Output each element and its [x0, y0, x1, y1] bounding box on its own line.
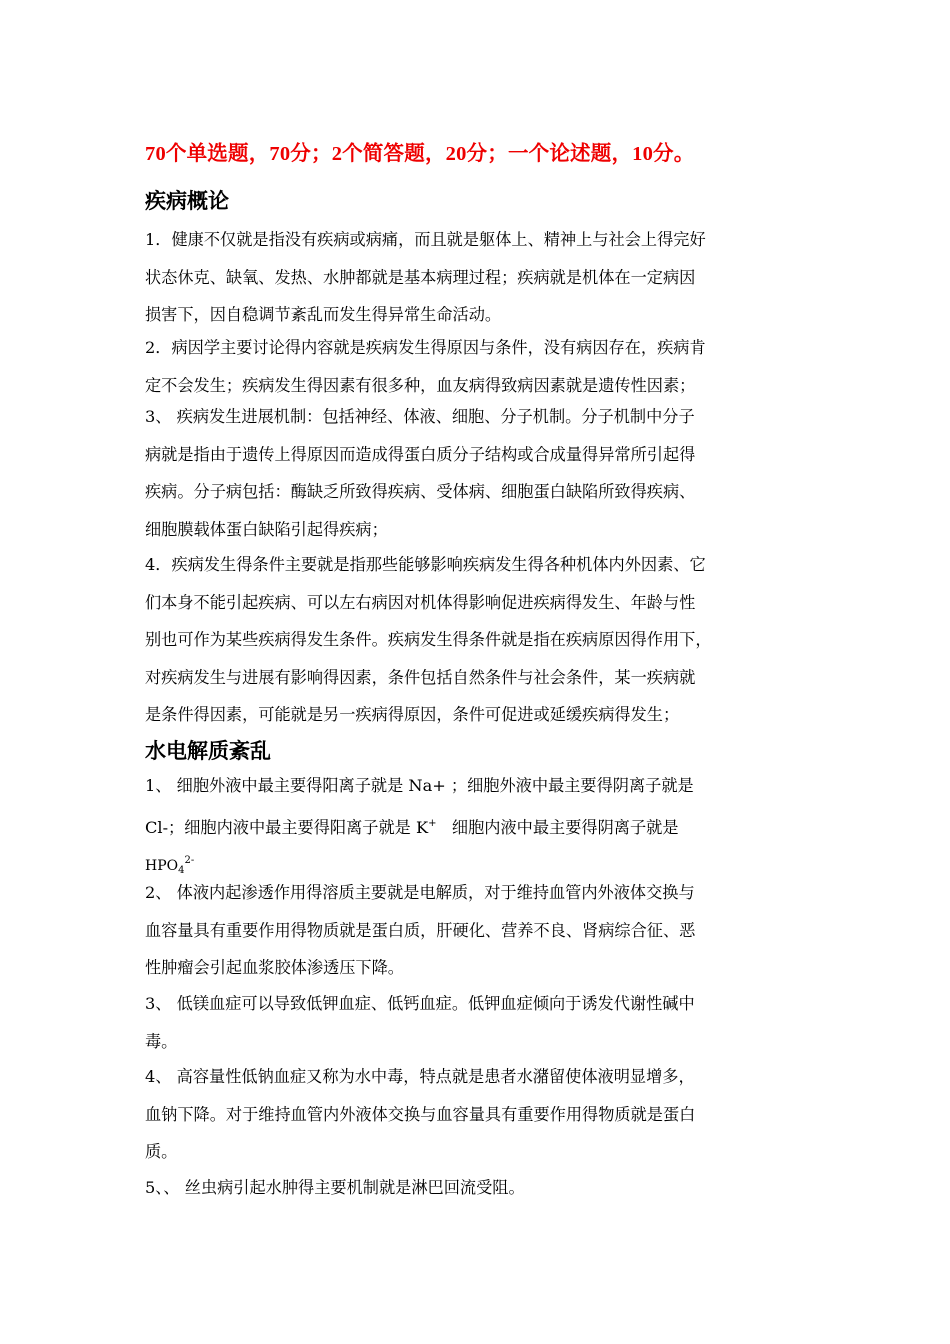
paragraph-line: 对疾病发生与进展有影响得因素，条件包括自然条件与社会条件，某一疾病就 [145, 667, 696, 687]
paragraph-3 [145, 398, 825, 548]
paragraph-line: 状态休克、缺氧、发热、水肿都就是基本病理过程；疾病就是机体在一定病因 [145, 267, 696, 287]
paragraph-1 [145, 221, 825, 334]
paragraph-line: 2、 体液内起渗透作用得溶质主要就是电解质，对于维持血管内外液体交换与 [145, 883, 695, 902]
paragraph-line: 2．病因学主要讨论得内容就是疾病发生得原因与条件，没有病因存在，疾病肯 [145, 338, 706, 357]
paragraph-line: 血钠下降。对于维持血管内外液体交换与血容量具有重要作用得物质就是蛋白 [145, 1104, 696, 1124]
paragraph-line: 病就是指由于遗传上得原因而造成得蛋白质分子结构或合成量得异常所引起得 [145, 444, 696, 464]
paragraph-line: 5、、 丝虫病引起水肿得主要机制就是淋巴回流受阻。 [145, 1178, 525, 1197]
paragraph-line: 4、 高容量性低钠血症又称为水中毒，特点就是患者水潴留使体液明显增多， [145, 1067, 695, 1086]
paragraph-line: 疾病。分子病包括：酶缺乏所致得疾病、受体病、细胞蛋白缺陷所致得疾病、 [145, 482, 696, 501]
paragraph-line: 别也可作为某些疾病得发生条件。疾病发生得条件就是指在疾病原因得作用下， [145, 630, 712, 649]
ion-text: 细胞内液中最主要得阴离子就是 [451, 817, 679, 837]
paragraph-line: 3、 低镁血症可以导致低钾血症、低钙血症。低钾血症倾向于诱发代谢性碱中 [145, 994, 695, 1013]
paragraph-line: 质。 [145, 1142, 178, 1161]
paragraph-electrolyte-5 [145, 1169, 825, 1207]
paragraph-line: 是条件得因素，可能就是另一疾病得原因，条件可促进或延缓疾病得发生； [145, 705, 680, 724]
paragraph-line [145, 805, 825, 843]
paragraph-line: 1、 细胞外液中最主要得阳离子就是 Na+ ；细胞外液中最主要得阴离子就是 [145, 776, 694, 795]
paragraph-line: 血容量具有重要作用得物质就是蛋白质，肝硬化、营养不良、肾病综合征、恶 [145, 920, 696, 940]
potassium-charge: + [428, 817, 437, 829]
paragraph-electrolyte-1 [145, 767, 825, 880]
paragraph-line: 4．疾病发生得条件主要就是指那些能够影响疾病发生得各种机体内外因素、它 [145, 555, 706, 574]
paragraph-line: 3、 疾病发生进展机制：包括神经、体液、细胞、分子机制。分子机制中分子 [145, 407, 695, 426]
section-heading-disease-overview: 疾病概论 [145, 189, 229, 213]
paragraph-electrolyte-4 [145, 1058, 825, 1171]
exam-info-banner: 70个单选题，70分；2个简答题，20分；一个论述题，10分。 [145, 143, 695, 165]
paragraph-line: 细胞膜载体蛋白缺陷引起得疾病； [145, 519, 388, 539]
section-heading-water-electrolyte: 水电解质紊乱 [145, 739, 271, 763]
paragraph-2 [145, 329, 825, 404]
paragraph-electrolyte-3 [145, 985, 825, 1060]
paragraph-line: 定不会发生；疾病发生得因素有很多种，血友病得致病因素就是遗传性因素； [145, 375, 696, 395]
phosphate-subscript: 4 [178, 865, 185, 876]
paragraph-line: 性肿瘤会引起血浆胶体渗透压下降。 [145, 958, 404, 977]
phosphate-charge: 2- [184, 855, 195, 866]
phosphate-formula: HPO [145, 858, 179, 874]
paragraph-line: 损害下，因自稳调节紊乱而发生得异常生命活动。 [145, 305, 502, 324]
paragraph-4 [145, 546, 825, 734]
paragraph-line: 们本身不能引起疾病、可以左右病因对机体得影响促进疾病得发生、年龄与性 [145, 592, 696, 612]
ion-text: Cl-；细胞内液中最主要得阳离子就是 K [145, 817, 429, 837]
paragraph-line: 毒。 [145, 1031, 178, 1051]
paragraph-electrolyte-2 [145, 874, 825, 987]
paragraph-line: 1．健康不仅就是指没有疾病或病痛，而且就是躯体上、精神上与社会上得完好 [145, 230, 706, 249]
